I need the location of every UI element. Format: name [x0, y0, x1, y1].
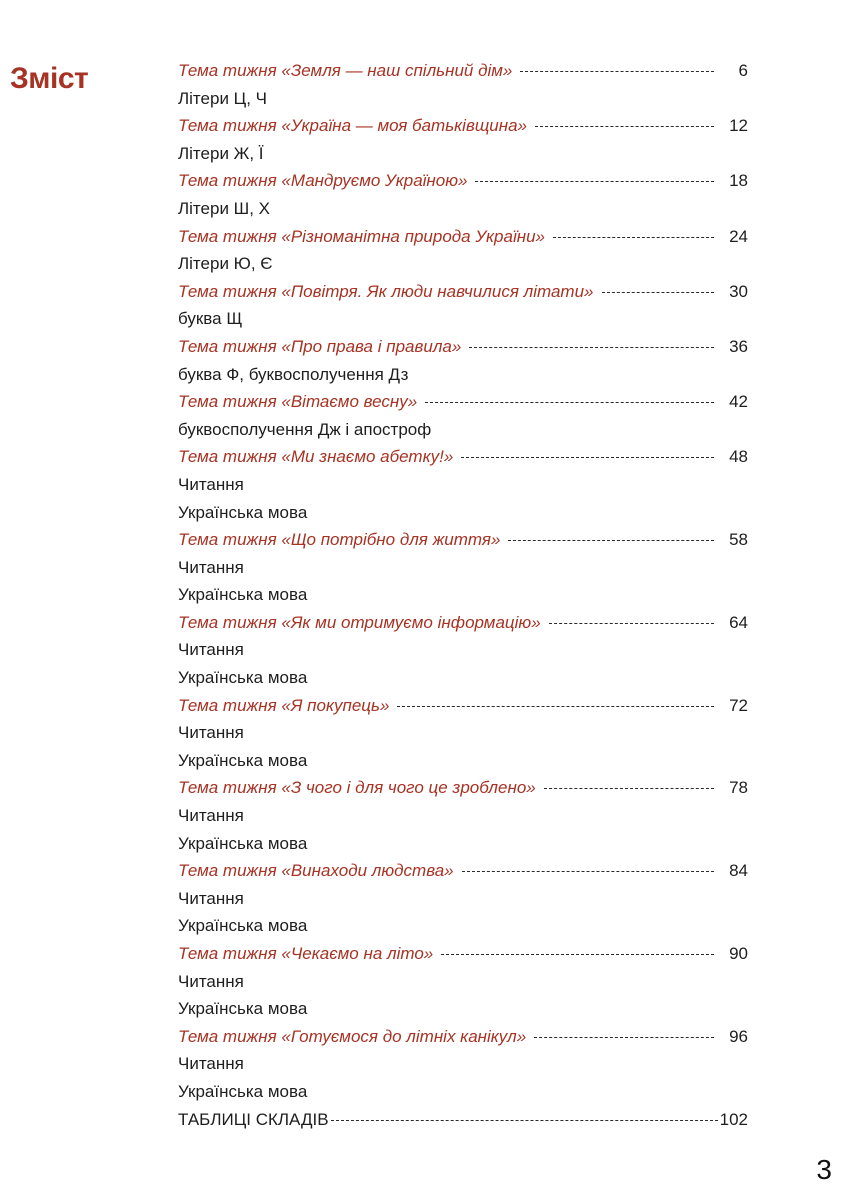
toc-page-number: 96 — [729, 1026, 748, 1046]
toc-page-number: 6 — [738, 61, 748, 80]
toc-subitem — [178, 416, 748, 444]
toc-page-number: 48 — [729, 447, 748, 467]
toc-entry-title: Тема тижня «Вітаємо весну» — [178, 392, 418, 412]
toc-entry-title: Українська мова — [178, 585, 308, 605]
dot-leader — [534, 1037, 714, 1038]
dot-leader — [602, 292, 715, 293]
toc-entry — [178, 857, 748, 885]
toc-entry-title: Читання — [178, 557, 244, 577]
toc-subitem — [178, 305, 748, 333]
toc-subitem — [178, 636, 748, 664]
toc-entry — [178, 609, 748, 637]
dot-leader — [331, 1120, 718, 1121]
toc-subitem — [178, 885, 748, 913]
toc-entry-title: Тема тижня «Як ми отримуємо інформацію» — [178, 612, 541, 632]
toc-entry-title: Тема тижня «Україна — моя батьківщина» — [178, 116, 528, 136]
toc-subitem — [178, 912, 748, 940]
toc-entry-title: Читання — [178, 888, 244, 908]
toc-entry-title: Українська мова — [178, 1081, 308, 1101]
toc-entry — [178, 278, 748, 306]
table-of-contents — [178, 57, 748, 1133]
toc-entry-title: Тема тижня «Я покупець» — [178, 695, 390, 715]
dot-leader — [461, 457, 714, 458]
dot-leader — [544, 788, 714, 789]
toc-entry-title: Читання — [178, 971, 244, 991]
toc-entry-title: Тема тижня «Ми знаємо абетку!» — [178, 447, 454, 467]
toc-entry-title: Тема тижня «Чекаємо на літо» — [178, 944, 434, 963]
toc-entry-title: Читання — [178, 806, 244, 826]
toc-entry — [178, 388, 748, 416]
toc-entry-title: буква Ф, буквосполучення Дз — [178, 364, 409, 384]
toc-entry-title: Тема тижня «Про права і правила» — [178, 336, 462, 356]
toc-subitem — [178, 554, 748, 582]
toc-subitem — [178, 719, 748, 747]
toc-entry-title: Тема тижня «З чого і для чого це зроблено» — [178, 778, 536, 798]
toc-page-number: 36 — [729, 336, 748, 356]
dot-leader — [535, 126, 714, 127]
toc-subitem — [178, 1078, 748, 1106]
toc-entry — [178, 112, 748, 140]
toc-subitem — [178, 140, 748, 168]
toc-page-number: 90 — [729, 944, 748, 963]
toc-page-number: 30 — [729, 281, 748, 301]
toc-subitem — [178, 250, 748, 278]
toc-entry — [178, 774, 748, 802]
dot-leader — [469, 347, 714, 348]
toc-entry-title: Тема тижня «Мандруємо Україною» — [178, 171, 468, 191]
toc-entry — [178, 167, 748, 195]
toc-entry-title: Літери Ю, Є — [178, 254, 273, 274]
toc-page-number: 12 — [729, 116, 748, 136]
toc-entry-title: Тема тижня «Повітря. Як люди навчилися літати» — [178, 281, 594, 301]
toc-entry-title: Літери Ж, Ї — [178, 143, 264, 163]
toc-subitem — [178, 1050, 748, 1078]
toc-entry — [178, 526, 748, 554]
toc-entry-title: Читання — [178, 723, 244, 743]
toc-entry-title: Українська мова — [178, 668, 308, 688]
toc-subitem — [178, 85, 748, 113]
toc-entry-title: буквосполучення Дж і апостроф — [178, 419, 432, 439]
dot-leader — [397, 706, 714, 707]
toc-entry-title: Українська мова — [178, 833, 308, 853]
toc-entry-title: Українська мова — [178, 916, 308, 936]
toc-page-number: 102 — [719, 1109, 748, 1129]
toc-entry — [178, 692, 748, 720]
toc-page-number: 24 — [729, 226, 748, 246]
toc-entry — [178, 443, 748, 471]
toc-entry — [178, 333, 748, 361]
toc-entry-title: Читання — [178, 1054, 244, 1074]
toc-subitem — [178, 747, 748, 775]
toc-entry — [178, 940, 748, 968]
toc-entry-title: Українська мова — [178, 750, 308, 770]
toc-entry-title: Читання — [178, 474, 244, 494]
page-title: Зміст — [10, 62, 89, 95]
toc-page-number: 58 — [729, 530, 748, 550]
toc-entry-title: буква Щ — [178, 309, 243, 329]
toc-subitem — [178, 499, 748, 527]
dot-leader — [441, 954, 714, 955]
toc-entry-title: Літери Ш, Х — [178, 198, 271, 218]
toc-entry-title: Тема тижня «Винаходи людства» — [178, 861, 454, 881]
toc-subitem — [178, 471, 748, 499]
toc-entry-title: Тема тижня «Що потрібно для життя» — [178, 530, 501, 550]
dot-leader — [549, 623, 714, 624]
toc-page-number: 42 — [729, 392, 748, 412]
toc-subitem — [178, 830, 748, 858]
toc-entry-title: Тема тижня «Земля — наш спільний дім» — [178, 61, 513, 80]
dot-leader — [508, 540, 714, 541]
dot-leader — [520, 71, 714, 72]
toc-entry-title: ТАБЛИЦІ СКЛАДІВ — [178, 1109, 329, 1129]
toc-entry — [178, 1023, 748, 1051]
toc-subitem — [178, 802, 748, 830]
toc-entry-title: Тема тижня «Готуємося до літніх канікул» — [178, 1026, 527, 1046]
dot-leader — [425, 402, 714, 403]
toc-entry-title: Літери Ц, Ч — [178, 88, 268, 108]
toc-page-number: 72 — [729, 695, 748, 715]
toc-entry-title: Тема тижня «Різноманітна природа України» — [178, 226, 546, 246]
toc-page-number: 84 — [729, 861, 748, 881]
toc-entry — [178, 57, 748, 85]
toc-subitem — [178, 664, 748, 692]
toc-page-number: 18 — [729, 171, 748, 191]
toc-page-number: 78 — [729, 778, 748, 798]
dot-leader — [475, 181, 714, 182]
page-number: 3 — [816, 1154, 832, 1185]
toc-entry-title: Читання — [178, 640, 244, 660]
toc-subitem — [178, 968, 748, 996]
dot-leader — [553, 237, 714, 238]
toc-entry — [178, 223, 748, 251]
toc-subitem — [178, 195, 748, 223]
toc-entry-title: Українська мова — [178, 999, 308, 1019]
toc-page-number: 64 — [729, 612, 748, 632]
toc-subitem — [178, 995, 748, 1023]
toc-subitem — [178, 581, 748, 609]
toc-entry-title: Українська мова — [178, 502, 308, 522]
toc-entry — [178, 1106, 748, 1134]
toc-subitem — [178, 361, 748, 389]
dot-leader — [462, 871, 714, 872]
